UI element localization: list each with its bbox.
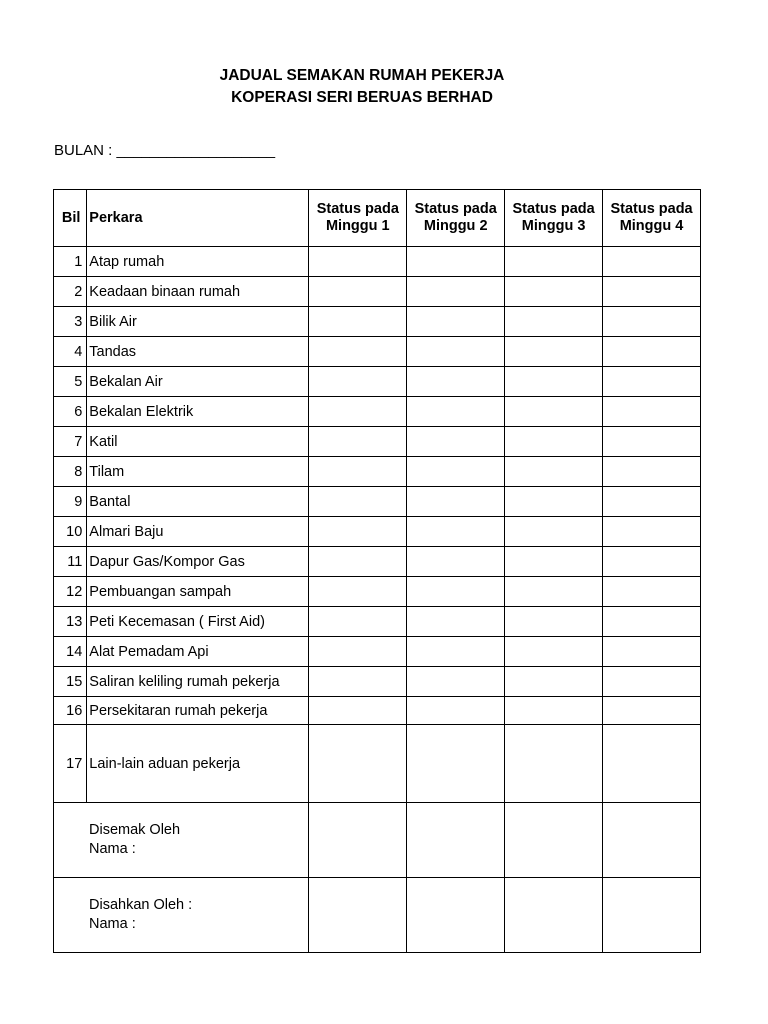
status-cell-week-2[interactable]	[407, 725, 505, 803]
status-cell-week-3[interactable]	[505, 607, 603, 637]
status-cell-week-4[interactable]	[603, 457, 701, 487]
table-row	[54, 307, 701, 337]
status-cell-week-3[interactable]	[505, 307, 603, 337]
row-item: Pembuangan sampah	[87, 577, 309, 607]
status-cell-week-2[interactable]	[407, 637, 505, 667]
row-number: 7	[54, 427, 87, 457]
table-header-row	[54, 190, 701, 247]
status-cell-week-2[interactable]	[407, 367, 505, 397]
row-number: 14	[54, 637, 87, 667]
table-row	[54, 367, 701, 397]
signature-cell-week-2[interactable]	[407, 803, 505, 878]
status-cell-week-1[interactable]	[309, 427, 407, 457]
status-cell-week-4[interactable]	[603, 637, 701, 667]
column-header-week-1	[309, 190, 407, 247]
row-number: 10	[54, 517, 87, 547]
row-item: Peti Kecemasan ( First Aid)	[87, 607, 309, 637]
status-cell-week-2[interactable]	[407, 547, 505, 577]
status-cell-week-4[interactable]	[603, 247, 701, 277]
row-number: 11	[54, 547, 87, 577]
table-row	[54, 697, 701, 725]
document-title: JADUAL SEMAKAN RUMAH PEKERJA	[219, 67, 505, 84]
status-cell-week-2[interactable]	[407, 427, 505, 457]
row-number: 9	[54, 487, 87, 517]
status-cell-week-3[interactable]	[505, 637, 603, 667]
organization-name: KOPERASI SERI BERUAS BERHAD	[231, 89, 493, 106]
table-row	[54, 607, 701, 637]
table-row	[54, 397, 701, 427]
status-cell-week-2[interactable]	[407, 247, 505, 277]
status-cell-week-2[interactable]	[407, 517, 505, 547]
month-field	[54, 141, 275, 161]
row-item: Bantal	[87, 487, 309, 517]
status-cell-week-2[interactable]	[407, 457, 505, 487]
status-cell-week-1[interactable]	[309, 367, 407, 397]
table-row	[54, 247, 701, 277]
signature-name-label: Nama :	[89, 841, 136, 857]
status-cell-week-2[interactable]	[407, 307, 505, 337]
signature-cell-week-4[interactable]	[603, 878, 701, 953]
status-cell-week-3[interactable]	[505, 397, 603, 427]
column-header-week-4	[603, 190, 701, 247]
signature-role: Disahkan Oleh :	[89, 897, 193, 913]
row-number: 1	[54, 247, 87, 277]
row-item: Bekalan Elektrik	[87, 397, 309, 427]
row-item: Keadaan binaan rumah	[87, 277, 309, 307]
status-cell-week-2[interactable]	[407, 667, 505, 697]
signature-name-label: Nama :	[89, 916, 136, 932]
row-number: 3	[54, 307, 87, 337]
week-header-line: Minggu 4	[619, 218, 684, 234]
status-cell-week-3[interactable]	[505, 457, 603, 487]
week-header-line: Status pada	[414, 201, 497, 217]
row-item: Persekitaran rumah pekerja	[87, 697, 309, 725]
status-cell-week-2[interactable]	[407, 487, 505, 517]
signature-cell-week-1[interactable]	[309, 878, 407, 953]
signature-block	[54, 803, 309, 878]
status-cell-week-4[interactable]	[603, 607, 701, 637]
status-cell-week-4[interactable]	[603, 337, 701, 367]
row-item: Tilam	[87, 457, 309, 487]
month-blank-line: ___________________	[116, 142, 276, 159]
column-header-bil: Bil	[54, 190, 87, 247]
week-header-line: Minggu 2	[423, 218, 488, 234]
row-number: 2	[54, 277, 87, 307]
status-cell-week-3[interactable]	[505, 517, 603, 547]
row-item: Lain-lain aduan pekerja	[87, 725, 309, 803]
week-header-line: Status pada	[610, 201, 693, 217]
row-item: Dapur Gas/Kompor Gas	[87, 547, 309, 577]
status-cell-week-4[interactable]	[603, 577, 701, 607]
status-cell-week-4[interactable]	[603, 547, 701, 577]
row-number: 4	[54, 337, 87, 367]
table-row	[54, 577, 701, 607]
status-cell-week-3[interactable]	[505, 277, 603, 307]
status-cell-week-1[interactable]	[309, 517, 407, 547]
signature-cell-week-1[interactable]	[309, 803, 407, 878]
status-cell-week-4[interactable]	[603, 307, 701, 337]
row-item: Bekalan Air	[87, 367, 309, 397]
status-cell-week-1[interactable]	[309, 307, 407, 337]
status-cell-week-2[interactable]	[407, 607, 505, 637]
row-item: Katil	[87, 427, 309, 457]
status-cell-week-3[interactable]	[505, 547, 603, 577]
status-cell-week-3[interactable]	[505, 337, 603, 367]
checklist-table	[53, 189, 701, 953]
signature-cell-week-2[interactable]	[407, 878, 505, 953]
status-cell-week-4[interactable]	[603, 397, 701, 427]
table-row	[54, 517, 701, 547]
table-row	[54, 725, 701, 803]
row-number: 5	[54, 367, 87, 397]
status-cell-week-1[interactable]	[309, 277, 407, 307]
status-cell-week-2[interactable]	[407, 577, 505, 607]
week-header-line: Minggu 1	[325, 218, 390, 234]
table-row	[54, 337, 701, 367]
row-item: Bilik Air	[87, 307, 309, 337]
row-number: 8	[54, 457, 87, 487]
status-cell-week-4[interactable]	[603, 725, 701, 803]
status-cell-week-3[interactable]	[505, 667, 603, 697]
table-row	[54, 277, 701, 307]
status-cell-week-2[interactable]	[407, 277, 505, 307]
week-header-line: Status pada	[512, 201, 595, 217]
status-cell-week-1[interactable]	[309, 547, 407, 577]
table-row	[54, 487, 701, 517]
table-row	[54, 427, 701, 457]
row-number: 6	[54, 397, 87, 427]
status-cell-week-1[interactable]	[309, 337, 407, 367]
table-row	[54, 667, 701, 697]
signature-block	[54, 878, 309, 953]
status-cell-week-4[interactable]	[603, 697, 701, 725]
row-number: 12	[54, 577, 87, 607]
status-cell-week-1[interactable]	[309, 487, 407, 517]
status-cell-week-4[interactable]	[603, 517, 701, 547]
status-cell-week-3[interactable]	[505, 487, 603, 517]
table-row	[54, 637, 701, 667]
week-header-line: Status pada	[316, 201, 399, 217]
status-cell-week-1[interactable]	[309, 607, 407, 637]
signature-role: Disemak Oleh	[89, 822, 181, 838]
table-row	[54, 457, 701, 487]
signature-cell-week-3[interactable]	[505, 803, 603, 878]
signature-cell-week-3[interactable]	[505, 878, 603, 953]
status-cell-week-1[interactable]	[309, 637, 407, 667]
status-cell-week-3[interactable]	[505, 427, 603, 457]
column-header-week-3	[505, 190, 603, 247]
table-row	[54, 547, 701, 577]
status-cell-week-3[interactable]	[505, 367, 603, 397]
status-cell-week-2[interactable]	[407, 397, 505, 427]
status-cell-week-3[interactable]	[505, 577, 603, 607]
status-cell-week-3[interactable]	[505, 247, 603, 277]
week-header-line: Minggu 3	[521, 218, 586, 234]
row-number: 13	[54, 607, 87, 637]
row-item: Atap rumah	[87, 247, 309, 277]
status-cell-week-3[interactable]	[505, 697, 603, 725]
signature-cell-week-4[interactable]	[603, 803, 701, 878]
signature-row	[54, 803, 701, 878]
status-cell-week-1[interactable]	[309, 697, 407, 725]
row-item: Almari Baju	[87, 517, 309, 547]
status-cell-week-1[interactable]	[309, 397, 407, 427]
row-item: Alat Pemadam Api	[87, 637, 309, 667]
status-cell-week-1[interactable]	[309, 725, 407, 803]
status-cell-week-4[interactable]	[603, 667, 701, 697]
status-cell-week-1[interactable]	[309, 247, 407, 277]
status-cell-week-3[interactable]	[505, 725, 603, 803]
column-header-perkara: Perkara	[87, 190, 309, 247]
row-number: 16	[54, 697, 87, 725]
column-header-week-2	[407, 190, 505, 247]
row-item: Tandas	[87, 337, 309, 367]
row-number: 15	[54, 667, 87, 697]
status-cell-week-4[interactable]	[603, 487, 701, 517]
row-number: 17	[54, 725, 87, 803]
status-cell-week-1[interactable]	[309, 577, 407, 607]
signature-row	[54, 878, 701, 953]
status-cell-week-4[interactable]	[603, 367, 701, 397]
status-cell-week-1[interactable]	[309, 457, 407, 487]
row-item: Saliran keliling rumah pekerja	[87, 667, 309, 697]
status-cell-week-1[interactable]	[309, 667, 407, 697]
status-cell-week-2[interactable]	[407, 697, 505, 725]
status-cell-week-2[interactable]	[407, 337, 505, 367]
month-label: BULAN :	[54, 142, 113, 159]
status-cell-week-4[interactable]	[603, 427, 701, 457]
status-cell-week-4[interactable]	[603, 277, 701, 307]
